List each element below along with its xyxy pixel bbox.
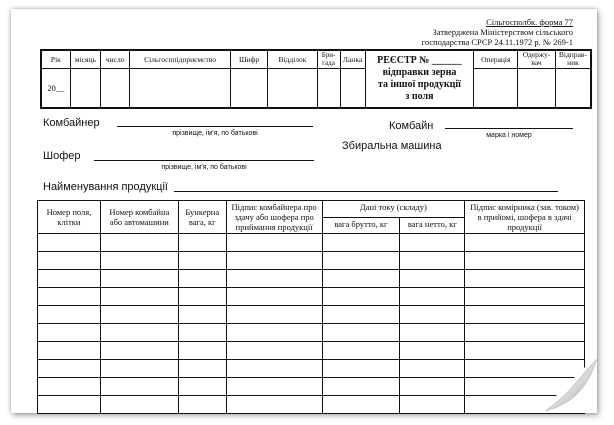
table-cell	[178, 342, 226, 360]
table-cell	[322, 396, 400, 414]
col-code: Шифр	[230, 50, 268, 68]
approved-line-1: Затверджена Міністерством сільського	[432, 27, 573, 37]
table-cell	[38, 234, 101, 252]
table-cell	[322, 360, 400, 378]
table-cell	[100, 360, 178, 378]
register-title-4: з поля	[405, 91, 434, 102]
table-cell	[38, 288, 101, 306]
table-row	[38, 234, 585, 252]
col-sender: Відправ-ник	[555, 50, 591, 68]
table-cell	[322, 378, 400, 396]
table-cell	[322, 288, 400, 306]
col-enterprise: Сільгосппідприємство	[130, 50, 230, 68]
col-month: місяць	[70, 50, 100, 68]
table-cell	[400, 270, 465, 288]
table-cell	[465, 288, 585, 306]
col-recipient: Одержу-вач	[518, 50, 556, 68]
driver-sub: прізвище, ім'я, по батькові	[161, 164, 247, 171]
table-row	[38, 342, 585, 360]
th-threshing-floor-data: Дані току (складу)	[322, 201, 465, 218]
form-sheet	[11, 9, 597, 413]
day-value	[101, 68, 130, 108]
table-cell	[322, 324, 400, 342]
table-cell	[226, 270, 322, 288]
table-cell	[100, 270, 178, 288]
combiner-line	[117, 126, 313, 127]
table-row	[38, 378, 585, 396]
table-cell	[100, 252, 178, 270]
table-cell	[400, 342, 465, 360]
th-net-weight: вага нетто, кг	[400, 217, 465, 234]
table-cell	[226, 378, 322, 396]
table-cell	[178, 378, 226, 396]
sender-value	[555, 68, 591, 108]
table-row	[38, 252, 585, 270]
form-label: Сільгосполбк. форма 77	[486, 17, 573, 27]
table-cell	[400, 360, 465, 378]
register-title-3: та іншої продукції	[377, 79, 461, 90]
approved-line-2: господарства СРСР 24.11.1972 р. № 269-1	[421, 37, 573, 47]
table-cell	[38, 396, 101, 414]
product-label: Найменування продукції	[43, 181, 168, 193]
th-bunker-weight: Бункерна вага, кг	[178, 201, 226, 234]
table-cell	[400, 396, 465, 414]
shipment-table	[37, 200, 585, 414]
table-cell	[400, 378, 465, 396]
combiner-sub: прізвище, ім'я, по батькові	[172, 130, 258, 137]
table-cell	[178, 396, 226, 414]
table-row	[38, 396, 585, 414]
table-cell	[322, 252, 400, 270]
table-cell	[400, 324, 465, 342]
table-cell	[178, 360, 226, 378]
col-brigade: Бри-гада	[317, 50, 340, 68]
table-cell	[38, 378, 101, 396]
table-cell	[322, 342, 400, 360]
table-cell	[226, 324, 322, 342]
table-cell	[400, 252, 465, 270]
register-title	[365, 50, 474, 108]
table-cell	[178, 288, 226, 306]
table-cell	[226, 288, 322, 306]
col-department: Відділок	[268, 50, 317, 68]
table-cell	[100, 324, 178, 342]
table-cell	[38, 342, 101, 360]
table-cell	[400, 306, 465, 324]
table-cell	[100, 378, 178, 396]
table-cell	[465, 234, 585, 252]
page-curl-graphic	[539, 355, 597, 413]
table-cell	[178, 252, 226, 270]
table-row	[38, 306, 585, 324]
table-cell	[322, 306, 400, 324]
department-value	[268, 68, 317, 108]
table-cell	[226, 306, 322, 324]
combine-line	[445, 128, 573, 129]
table-cell	[226, 252, 322, 270]
register-title-1: РЕЄСТР № ______	[377, 55, 462, 66]
table-cell	[38, 252, 101, 270]
table-cell	[38, 324, 101, 342]
col-operation: Операція	[474, 50, 518, 68]
table-cell	[178, 306, 226, 324]
th-combine-number: Номер комбайна або автомашини	[100, 201, 178, 234]
product-line	[174, 191, 558, 192]
col-year: Рік	[41, 50, 70, 68]
table-cell	[465, 252, 585, 270]
table-cell	[100, 396, 178, 414]
table-body	[38, 234, 585, 414]
table-cell	[38, 270, 101, 288]
register-header-table	[40, 49, 592, 109]
table-cell	[100, 306, 178, 324]
month-value	[70, 68, 100, 108]
collecting-machine-label: Збиральна машина	[342, 140, 442, 152]
th-field-number: Номер поля, клітки	[38, 201, 101, 234]
register-title-2: відправки зерна	[382, 67, 457, 78]
table-cell	[226, 360, 322, 378]
table-cell	[465, 324, 585, 342]
table-cell	[226, 396, 322, 414]
table-cell	[226, 234, 322, 252]
table-row	[38, 270, 585, 288]
table-row	[38, 288, 585, 306]
team-value	[340, 68, 365, 108]
table-cell	[100, 234, 178, 252]
table-cell	[400, 234, 465, 252]
year-value: 20__	[41, 68, 70, 108]
col-day: число	[101, 50, 130, 68]
table-cell	[100, 342, 178, 360]
table-cell	[322, 234, 400, 252]
table-row	[38, 360, 585, 378]
code-value	[230, 68, 268, 108]
driver-label: Шофер	[43, 150, 81, 162]
driver-line	[94, 160, 314, 161]
table-cell	[465, 306, 585, 324]
col-team: Ланка	[340, 50, 365, 68]
th-storekeeper-signature: Підпис комірника (зав. током) в прийомі, шофера в здачі продукції	[465, 201, 585, 234]
recipient-value	[518, 68, 556, 108]
table-cell	[178, 234, 226, 252]
table-cell	[465, 270, 585, 288]
th-gross-weight: вага брутто, кг	[322, 217, 400, 234]
combine-label: Комбайн	[389, 120, 434, 132]
combine-sub: марка і номер	[486, 132, 532, 139]
table-cell	[178, 270, 226, 288]
table-cell	[38, 360, 101, 378]
table-cell	[400, 288, 465, 306]
table-cell	[226, 342, 322, 360]
table-row	[38, 324, 585, 342]
form-header	[422, 17, 573, 47]
enterprise-value	[130, 68, 230, 108]
operation-value	[474, 68, 518, 108]
table-cell	[178, 324, 226, 342]
table-cell	[100, 288, 178, 306]
brigade-value	[317, 68, 340, 108]
table-cell	[38, 306, 101, 324]
th-combiner-signature: Підпис комбайнера про здачу або шофера про приймання продукції	[226, 201, 322, 234]
table-cell	[322, 270, 400, 288]
combiner-label: Комбайнер	[43, 117, 100, 129]
